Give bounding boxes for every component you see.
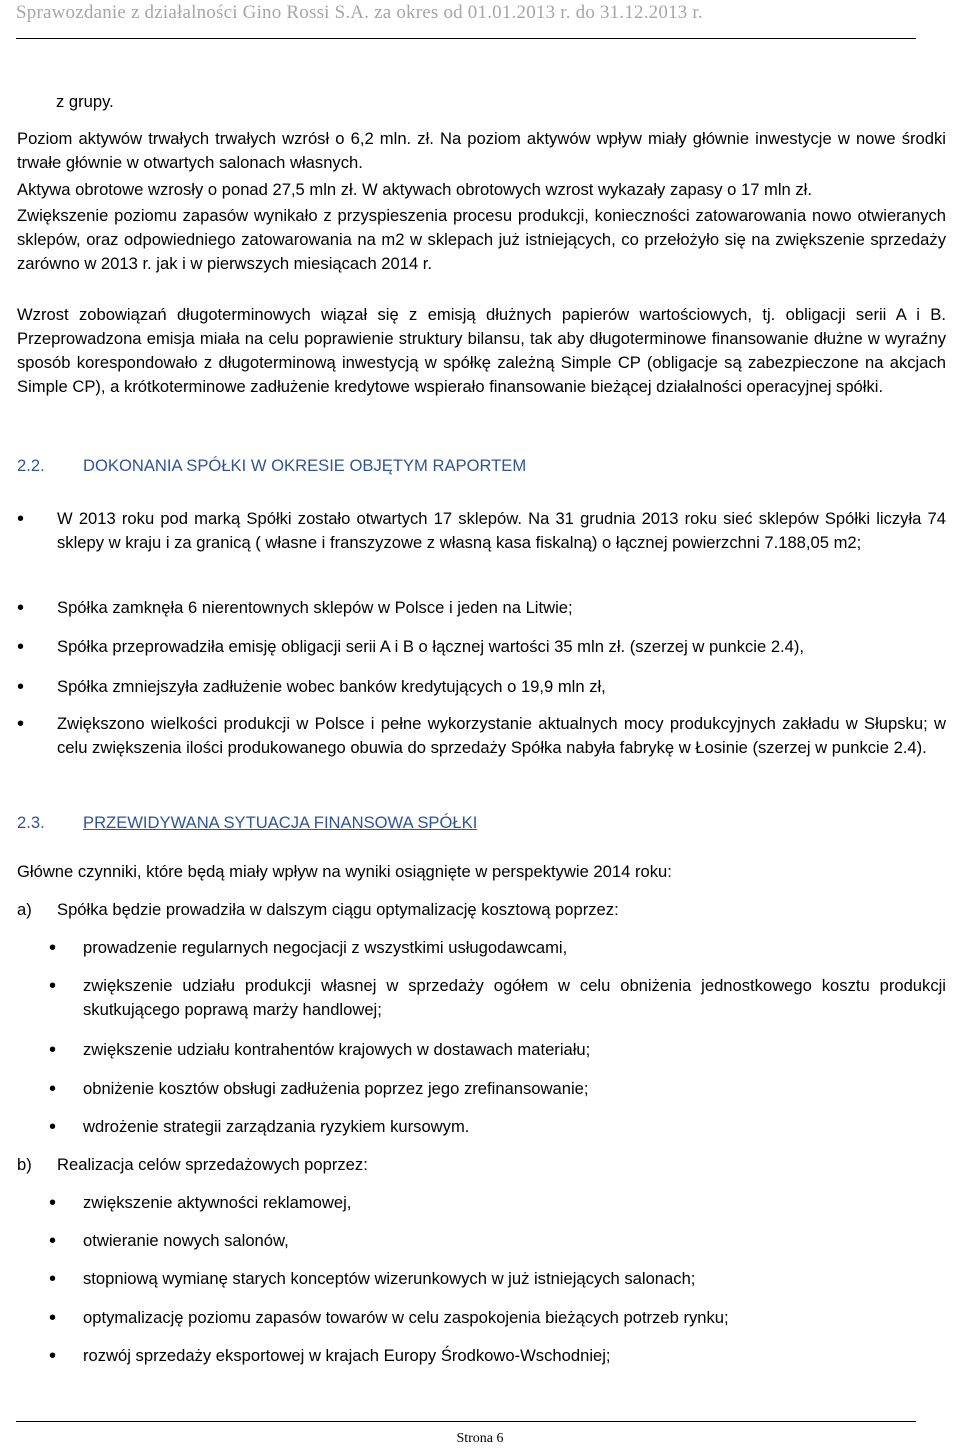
bullet-icon: • bbox=[49, 1268, 57, 1290]
paragraph-fixed-assets: Poziom aktywów trwałych trwałych wzrósł o 6,2 mln. zł. Na poziom aktywów wpływ miały głównie inwestycje w nowe środki trwałe głównie w otwartych salonach własnych. bbox=[17, 129, 946, 172]
list-item bbox=[49, 1038, 946, 1062]
list-item-text: zwiększenie aktywności reklamowej, bbox=[83, 1193, 352, 1212]
section-heading-2-3 bbox=[17, 813, 477, 833]
list-item-text: stopniową wymianę starych konceptów wizerunkowych w już istniejących salonach; bbox=[83, 1269, 696, 1288]
bullet-icon: • bbox=[49, 1039, 57, 1061]
list-item-text: prowadzenie regularnych negocjacji z wszystkimi usługodawcami, bbox=[83, 938, 568, 957]
list-item bbox=[17, 507, 946, 555]
paragraph-current-assets: Aktywa obrotowe wzrosły o ponad 27,5 mln zł. W aktywach obrotowych wzrost wykazały zapasy o 17 mln zł. bbox=[17, 180, 812, 199]
paragraph-continuation: z grupy. bbox=[56, 92, 114, 111]
section-title: DOKONANIA SPÓŁKI W OKRESIE OBJĘTYM RAPORTEM bbox=[83, 456, 527, 475]
bullet-icon: • bbox=[49, 1192, 57, 1214]
list-heading-text: Realizacja celów sprzedażowych poprzez: bbox=[57, 1155, 368, 1174]
list-item bbox=[17, 635, 946, 659]
list-item-text: rozwój sprzedaży eksportowej w krajach Europy Środkowo-Wschodniej; bbox=[83, 1346, 611, 1365]
list-item bbox=[17, 712, 946, 760]
paragraph-liabilities: Wzrost zobowiązań długoterminowych wiązał się z emisją dłużnych papierów wartościowych, tj. obligacji serii A i B. Przeprowadzona emisja miała na celu poprawienie struktury bilansu, tak aby długoterminowe finansowanie dłużne w wyraźny sposób korespondowało z długoterminową inwestycją w spółkę zależną Simple CP (obligacje są zabezpieczone na akcjach Simple CP), a krótkoterminowe zadłużenie kredytowe wspierało finansowanie bieżącej działalności operacyjnej spółki. bbox=[17, 305, 946, 396]
bullet-icon: • bbox=[49, 1307, 57, 1329]
list-item-text: obniżenie kosztów obsługi zadłużenia poprzez jego zrefinansowanie; bbox=[83, 1079, 589, 1098]
bullet-icon: • bbox=[17, 636, 25, 658]
section-number: 2.2. bbox=[17, 456, 45, 475]
list-item bbox=[49, 974, 946, 1022]
bullet-icon: • bbox=[49, 975, 57, 997]
paragraph-inventory: Zwiększenie poziomu zapasów wynikało z przyspieszenia procesu produkcji, konieczności zatowarowania nowo otwieranych sklepów, oraz odpowiedniego zatowarowania na m2 w sklepach już istniejących, co przełożyło się na zwiększenie sprzedaży zarówno w 2013 r. jak i w pierwszych miesiącach 2014 r. bbox=[17, 206, 946, 273]
list-item bbox=[49, 1077, 946, 1101]
bullet-icon: • bbox=[49, 1230, 57, 1252]
list-item-text: Zwiększono wielkości produkcji w Polsce i pełne wykorzystanie aktualnych mocy produkcyjnych zakładu w Słupsku; w celu zwiększenia ilości produkowanego obuwia do sprzedaży Spółka nabyła fabrykę w Łosinie (szerzej w punkcie 2.4). bbox=[57, 714, 946, 757]
bullet-icon: • bbox=[49, 1116, 57, 1138]
footer-divider bbox=[16, 1421, 916, 1422]
list-item bbox=[49, 1229, 946, 1253]
page-header: Sprawozdanie z działalności Gino Rossi S.A. za okres od 01.01.2013 r. do 31.12.2013 r. bbox=[16, 2, 703, 23]
list-heading-text: Spółka będzie prowadziła w dalszym ciągu optymalizację kosztową poprzez: bbox=[57, 900, 619, 919]
paragraph-factors-intro: Główne czynniki, które będą miały wpływ na wyniki osiągnięte w perspektywie 2014 roku: bbox=[17, 862, 672, 881]
list-item-text: Spółka zamknęła 6 nierentownych sklepów w Polsce i jeden na Litwie; bbox=[57, 598, 573, 617]
list-item-text: zwiększenie udziału kontrahentów krajowych w dostawach materiału; bbox=[83, 1040, 591, 1059]
bullet-icon: • bbox=[17, 713, 25, 735]
list-item bbox=[17, 596, 946, 620]
list-item bbox=[49, 936, 946, 960]
list-item-text: optymalizację poziomu zapasów towarów w celu zaspokojenia bieżących potrzeb rynku; bbox=[83, 1308, 729, 1327]
bullet-icon: • bbox=[17, 508, 25, 530]
bullet-icon: • bbox=[17, 676, 25, 698]
section-number: 2.3. bbox=[17, 813, 45, 832]
list-item-text: Spółka zmniejszyła zadłużenie wobec banków kredytujących o 19,9 mln zł, bbox=[57, 677, 606, 696]
bullet-icon: • bbox=[49, 1078, 57, 1100]
list-item bbox=[49, 1191, 946, 1215]
list-item bbox=[49, 1115, 946, 1139]
page-number: Strona 6 bbox=[456, 1431, 504, 1446]
bullet-icon: • bbox=[17, 597, 25, 619]
header-divider bbox=[16, 38, 916, 39]
list-item-text: otwieranie nowych salonów, bbox=[83, 1231, 289, 1250]
list-item-text: zwiększenie udziału produkcji własnej w sprzedaży ogółem w celu obniżenia jednostkowego kosztu produkcji skutkującego poprawą marży handlowej; bbox=[83, 976, 946, 1019]
bullet-icon: • bbox=[49, 1345, 57, 1367]
bullet-icon: • bbox=[49, 937, 57, 959]
list-label: a) bbox=[17, 900, 32, 919]
list-item-text: Spółka przeprowadziła emisję obligacji serii A i B o łącznej wartości 35 mln zł. (szerzej w punkcie 2.4), bbox=[57, 637, 805, 656]
list-heading-a bbox=[17, 898, 619, 922]
list-item bbox=[49, 1344, 946, 1368]
list-item-text: W 2013 roku pod marką Spółki zostało otwartych 17 sklepów. Na 31 grudnia 2013 roku sieć sklepów Spółki liczyła 74 sklepy w kraju i za granicą ( własne i franszyzowe z własną kasa fiskalną) o łącznej powierzchni 7.188,05 m2; bbox=[57, 509, 946, 552]
list-item bbox=[49, 1306, 946, 1330]
list-heading-b bbox=[17, 1153, 368, 1177]
list-item bbox=[17, 675, 946, 699]
list-item bbox=[49, 1267, 946, 1291]
section-heading-2-2 bbox=[17, 456, 526, 476]
section-title: PRZEWIDYWANA SYTUACJA FINANSOWA SPÓŁKI bbox=[83, 813, 478, 832]
list-label: b) bbox=[17, 1155, 32, 1174]
list-item-text: wdrożenie strategii zarządzania ryzykiem kursowym. bbox=[83, 1117, 470, 1136]
